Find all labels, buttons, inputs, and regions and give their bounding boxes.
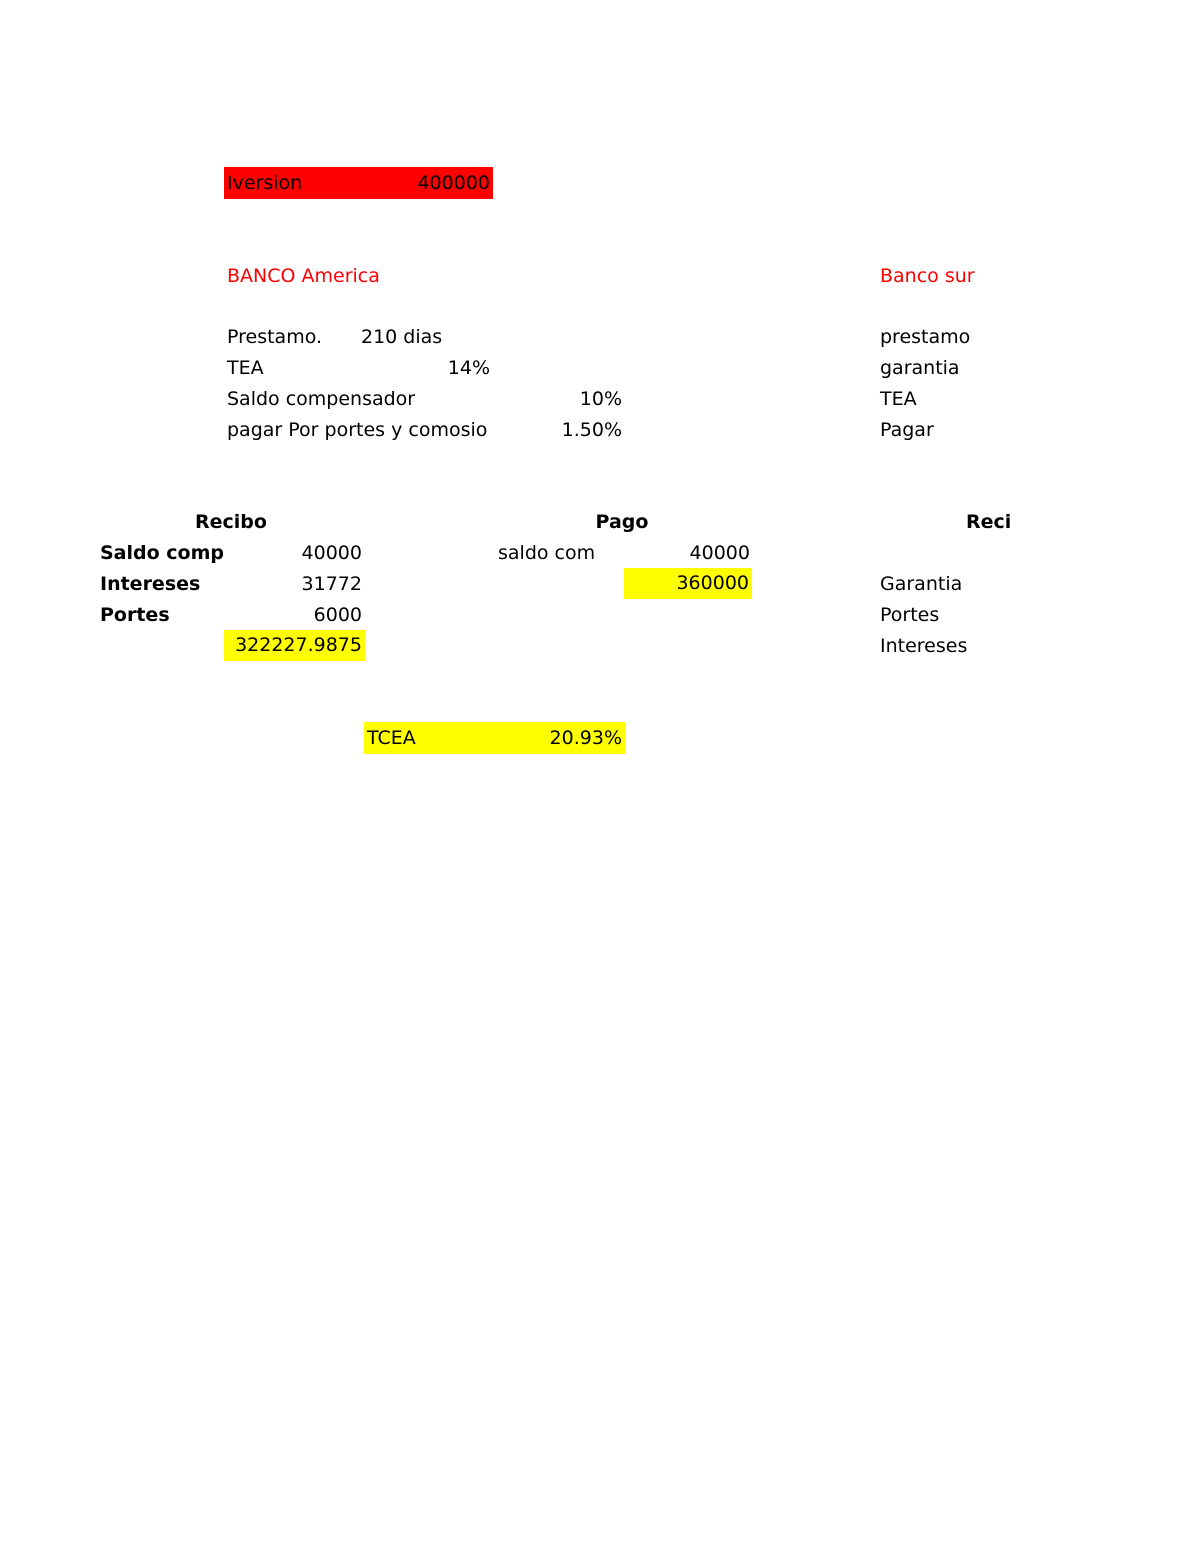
pago-highlight-value: 360000 (624, 568, 752, 599)
pago-row-value: 40000 (689, 542, 750, 564)
compensating-balance-label: Saldo compensador (227, 388, 416, 410)
compensating-balance-value: 10% (579, 388, 622, 410)
banco-sur-recibo-item: Intereses (880, 635, 968, 657)
banco-sur-item-garantia: garantia (880, 357, 960, 379)
loan-term: 210 dias (361, 326, 443, 348)
recibo-total: 322227.9875 (224, 630, 365, 661)
fees-label: pagar Por portes y comosio (227, 419, 488, 441)
pago-row-label: saldo com (498, 542, 596, 564)
recibo-row-value: 6000 (313, 604, 362, 626)
recibo-header: Recibo (195, 511, 267, 533)
recibo-row-label: Portes (100, 604, 170, 626)
tcea-label: TCEA (367, 727, 416, 749)
banco-sur-recibo-item: Garantia (880, 573, 963, 595)
tea-label: TEA (227, 357, 264, 379)
pago-header: Pago (595, 511, 649, 533)
loan-label: Prestamo. (227, 326, 323, 348)
investment-row (224, 167, 493, 199)
banco-america-title: BANCO America (227, 265, 380, 287)
fees-value: 1.50% (561, 419, 622, 441)
banco-sur-item-pagar: Pagar (880, 419, 934, 441)
recibo-row-value: 40000 (301, 542, 362, 564)
tcea-row (364, 722, 626, 754)
tea-value: 14% (447, 357, 490, 379)
investment-value: 400000 (417, 172, 490, 194)
investment-label: Iversion (227, 172, 303, 194)
recibo-row-value: 31772 (301, 573, 362, 595)
tcea-value: 20.93% (549, 727, 622, 749)
banco-sur-recibo-header: Reci (966, 511, 1012, 533)
recibo-row-label: Saldo comp (100, 542, 225, 564)
recibo-row-label: Intereses (100, 573, 201, 595)
banco-sur-item-tea: TEA (880, 388, 917, 410)
banco-sur-recibo-item: Portes (880, 604, 940, 626)
banco-sur-title: Banco sur (880, 265, 975, 287)
banco-sur-item-prestamo: prestamo (880, 326, 971, 348)
